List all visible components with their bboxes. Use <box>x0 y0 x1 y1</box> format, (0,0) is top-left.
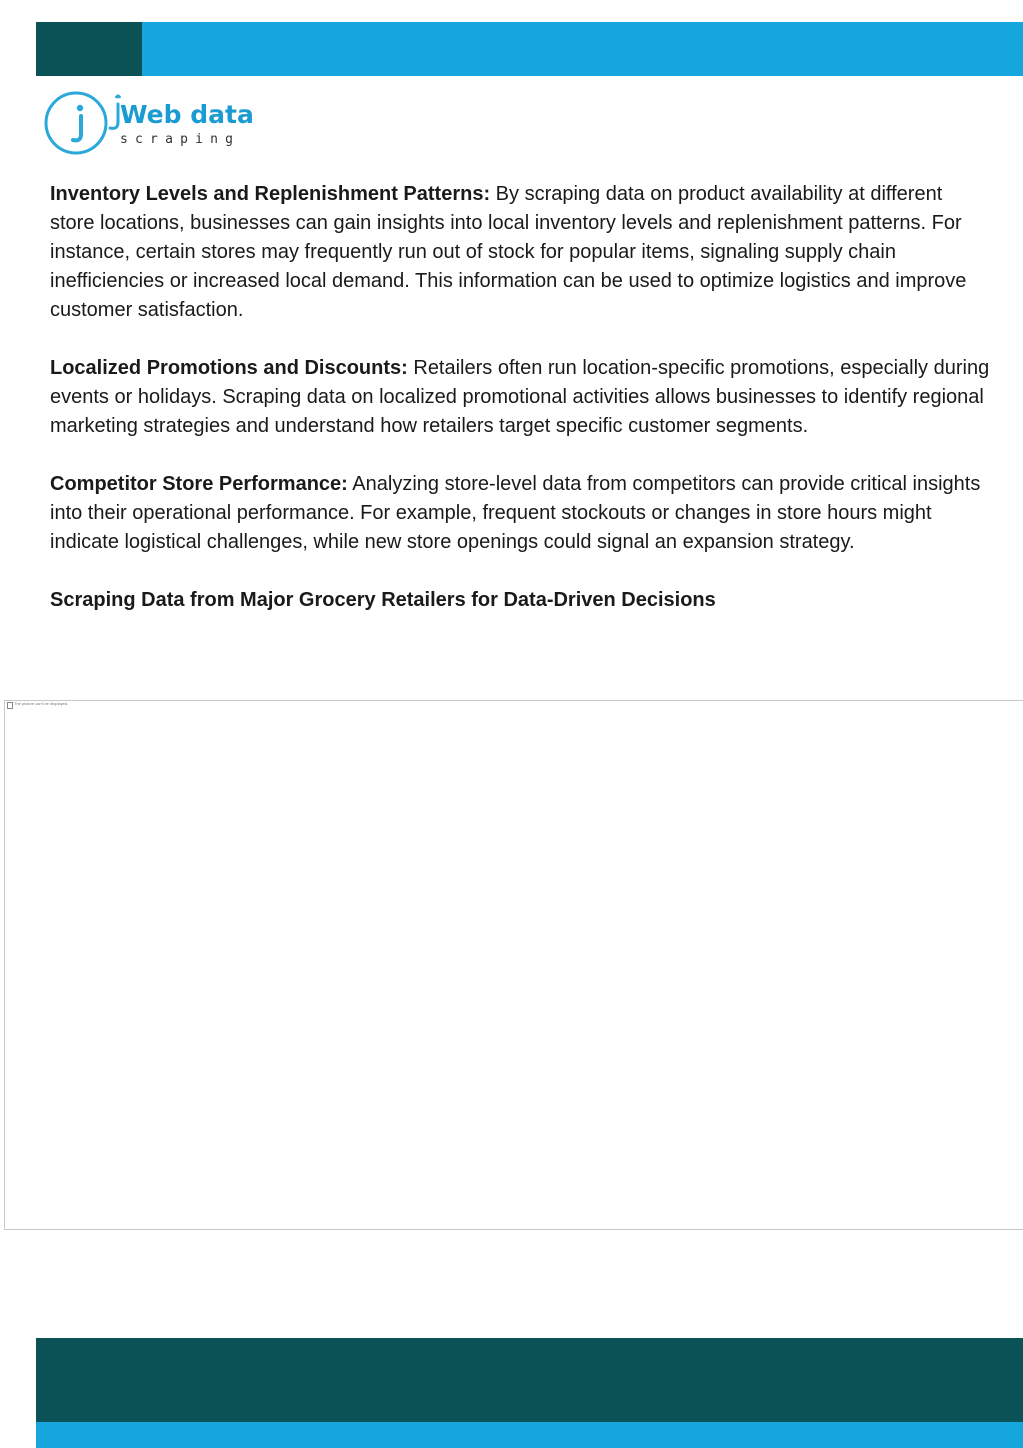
article-body <box>50 180 990 615</box>
image-placeholder <box>4 700 1023 1230</box>
paragraph-title: Localized Promotions and Discounts: <box>50 357 408 379</box>
footer-bar-dark <box>36 1338 1023 1422</box>
paragraph-inventory <box>50 180 990 325</box>
section-heading: Scraping Data from Major Grocery Retailers for Data-Driven Decisions <box>50 589 716 611</box>
broken-image-icon <box>7 702 13 709</box>
image-alt-text: The picture can't be displayed. <box>14 701 69 706</box>
paragraph-text: By scraping data on product availability at different store locations, businesses can gain insights into local inventory levels and replenishment patterns. For instance, certain stores may frequently run out of stock for popular items, signaling supply chain inefficiencies or increased local demand. This information can be used to optimize logistics and improve customer satisfaction. <box>50 183 967 321</box>
header-bar-dark <box>36 22 142 76</box>
paragraph-text: Retailers often run location-specific promotions, especially during events or holidays. Scraping data on localized promotional activities allows businesses to identify regional marketing strategies and understand how retailers target specific customer segments. <box>50 357 990 437</box>
paragraph-title: Inventory Levels and Replenishment Patterns: <box>50 183 491 205</box>
footer-bar-light <box>36 1422 1023 1448</box>
logo-tagline: scraping <box>120 132 241 147</box>
logo-wordmark: Web data <box>120 100 254 129</box>
paragraph-title: Competitor Store Performance: <box>50 473 348 495</box>
paragraph-promotions <box>50 354 990 441</box>
paragraph-text: Analyzing store-level data from competitors can provide critical insights into their operational performance. For example, frequent stockouts or changes in store hours might indicate logistical challenges, while new store openings could signal an expansion strategy. <box>50 473 981 553</box>
paragraph-competitor <box>50 470 990 557</box>
header-bar-light <box>142 22 1023 76</box>
